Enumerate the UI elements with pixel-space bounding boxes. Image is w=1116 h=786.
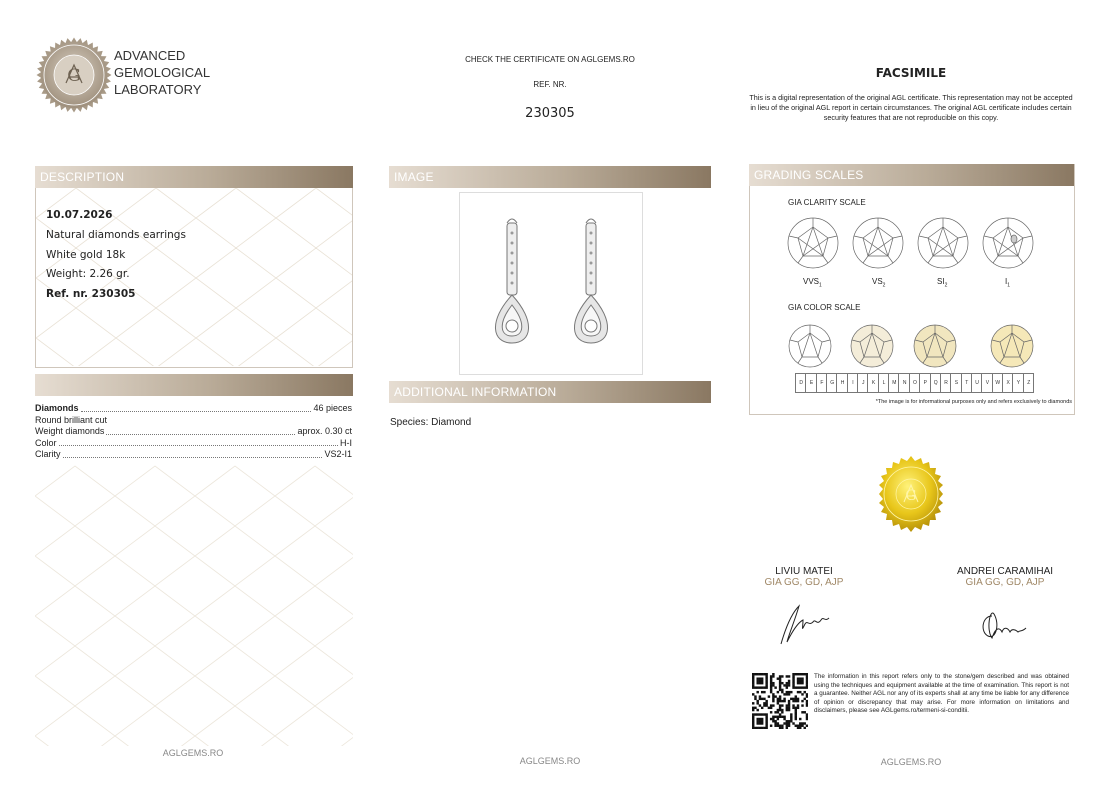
qr-code[interactable] [752,673,808,729]
spec-label: Round brilliant cut [35,414,108,425]
clarity-label-si [937,277,947,289]
description-item: Natural diamonds earrings [46,228,186,241]
signer-title: GIA GG, GD, AJP [764,577,844,588]
signature-block-1 [744,566,864,588]
footer-center: AGLGEMS.RO [519,756,581,766]
color-grade-s: S [950,374,961,392]
specs-header [35,374,353,396]
color-grade-m: M [888,374,899,392]
spec-row-diamonds [35,403,352,415]
spec-value: aprox. 0.30 ct [297,426,352,436]
color-diamonds-icon [785,322,1045,372]
spec-label: Clarity [35,449,61,459]
handwritten-signature-icon [978,606,1030,644]
signature-1 [777,600,833,648]
color-grade-o: O [909,374,920,392]
clarity-label-text: VS [872,277,883,286]
color-grade-i: I [847,374,858,392]
spec-row-weight [35,426,352,438]
clarity-label-sub: 2 [882,282,886,289]
signature-2 [978,606,1030,644]
disclaimer-text: The information in this report refers only to the stone/gem described and was obtained using the techniques and equipment available at the time of examination. This report is not a guarantee. Neither AGL nor any of its experts shall at any time be liable for any difference of opinion or discrepancy that may arise. For more information on limitations and disclaimers, please see AGLgems.ro/termeni-si-conditii. [814,673,1069,715]
facsimile-text: This is a digital representation of the original AGL certificate. This representation may not be accepted in lieu of the original AGL report in certain circumstances. The original AGL certificate includes certain security features that are not reproducible on this copy. [749,93,1073,122]
color-grade-u: U [971,374,982,392]
color-grade-p: P [919,374,930,392]
clarity-label-i [1005,277,1010,289]
color-grade-g: G [826,374,837,392]
agl-logo [36,37,112,113]
clarity-label-sub: 1 [819,282,822,289]
description-date: 10.07.2026 [46,209,113,221]
additional-info-header: ADDITIONAL INFORMATION [389,381,711,403]
color-grade-v: V [981,374,992,392]
color-letter-scale [795,373,1034,393]
clarity-label-text: VVS [803,277,820,286]
brand-line-3: LABORATORY [114,82,202,97]
color-grade-y: Y [1012,374,1023,392]
gold-seal-icon [873,456,949,532]
gold-seal [873,456,949,532]
clarity-label-vvs [803,277,822,289]
color-grade-d: D [795,374,806,392]
brand-line-2: GEMOLOGICAL [114,65,211,80]
ref-number: 230305 [525,106,575,121]
color-grade-h: H [836,374,847,392]
clarity-scale [785,213,1045,293]
svg-text:G: G [905,488,917,504]
signer-name: LIVIU MATEI [775,566,833,577]
specs-list [35,403,352,461]
product-image [459,192,643,375]
grading-note: *The image is for informational purposes only and refers exclusively to diamonds [875,399,1072,405]
brand-name [114,47,210,98]
signer-name: ANDREI CARAMIHAI [956,566,1054,577]
qr-code-icon [752,673,808,729]
color-grade-r: R [940,374,951,392]
spec-value: VS2-I1 [324,449,352,459]
color-scale-title: GIA COLOR SCALE [788,303,861,312]
spec-value: 46 pieces [313,403,352,413]
spec-label: Color [35,437,57,448]
earrings-icon [460,193,642,374]
brand-line-1: ADVANCED [114,48,186,63]
handwritten-signature-icon [777,600,833,648]
description-ref: Ref. nr. 230305 [46,288,136,301]
color-grade-x: X [1002,374,1013,392]
color-grade-z: Z [1023,374,1034,392]
clarity-label-vs [872,277,885,289]
description-header: DESCRIPTION [35,166,353,188]
footer-right: AGLGEMS.RO [880,757,942,767]
color-grade-l: L [878,374,889,392]
signature-block-2 [940,566,1070,588]
color-grade-j: J [857,374,868,392]
color-scale [785,322,1045,372]
clarity-label-text: SI [937,277,945,286]
clarity-label-text: I [1005,277,1008,286]
color-grade-t: T [961,374,972,392]
check-certificate-text: CHECK THE CERTIFICATE ON AGLGEMS.RO [465,55,635,64]
description-metal: White gold 18k [46,248,126,261]
signer-title: GIA GG, GD, AJP [965,577,1045,588]
spec-label: Weight diamonds [35,426,105,436]
grading-header: GRADING SCALES [749,164,1074,186]
spec-row-color [35,438,352,450]
color-grade-q: Q [930,374,941,392]
clarity-diamonds-icon [785,213,1045,278]
spec-value: H-I [340,437,352,448]
spec-label: Diamonds [35,403,79,413]
color-grade-k: K [867,374,878,392]
spec-row-cut [35,415,352,427]
clarity-scale-title: GIA CLARITY SCALE [788,198,866,207]
description-content [46,206,186,305]
species-text: Species: Diamond [390,417,472,428]
color-grade-f: F [816,374,827,392]
logo-seal-icon [36,37,112,113]
color-grade-n: N [898,374,909,392]
color-grade-w: W [992,374,1003,392]
clarity-label-sub: 2 [944,282,948,289]
clarity-label-sub: 1 [1007,282,1011,289]
facsimile-title: FACSIMILE [875,66,947,80]
color-grade-e: E [805,374,816,392]
spec-row-clarity [35,449,352,461]
image-header: IMAGE [389,166,711,188]
footer-left: AGLGEMS.RO [162,748,224,758]
description-weight: Weight: 2.26 gr. [46,268,130,281]
ref-label: REF. NR. [533,80,567,89]
svg-text:G: G [67,66,81,86]
